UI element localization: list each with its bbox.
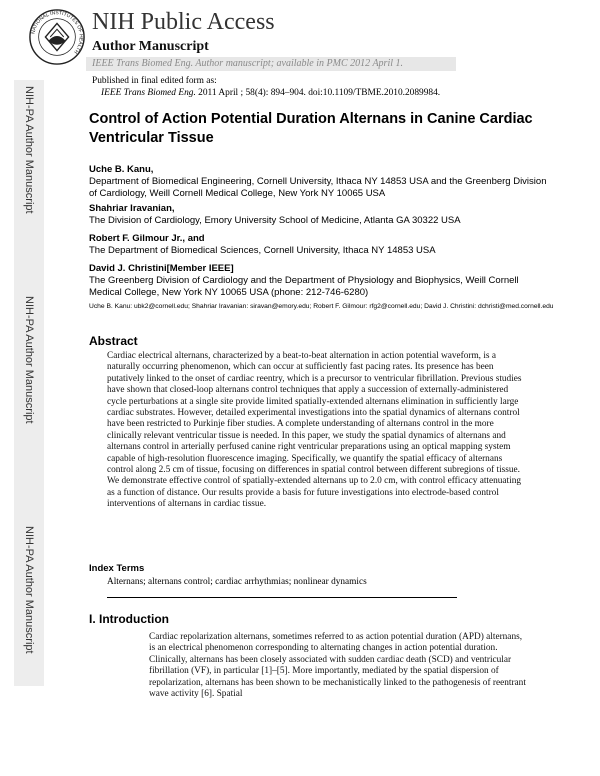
introduction-heading: I. Introduction [89, 612, 169, 626]
article-title: Control of Action Potential Duration Alternans in Canine Cardiac Ventricular Tissue [89, 111, 533, 146]
nih-seal-logo [28, 8, 86, 66]
author-block-3 [89, 233, 549, 257]
author-affiliation: The Department of Biomedical Sciences, Cornell University, Ithaca NY 14853 USA [89, 245, 436, 256]
abstract-heading: Abstract [89, 334, 138, 348]
author-block-2 [89, 203, 549, 227]
published-in-line: Published in final edited form as: [92, 76, 217, 86]
author-name: Robert F. Gilmour Jr., and [89, 233, 205, 244]
nih-public-access-title: NIH Public Access [92, 9, 275, 35]
author-block-1 [89, 164, 549, 200]
author-emails: Uche B. Kanu: ubk2@cornell.edu; Shahriar Iravanian: siravan@emory.edu; Robert F. Gilmour: rfg2@cornell.edu; David J. Christini: dchristi@med.cornell.edu [89, 303, 554, 310]
author-name: Uche B. Kanu, [89, 164, 154, 175]
side-label-top: NIH-PA Author Manuscript [23, 86, 35, 214]
author-name: Shahriar Iravanian, [89, 203, 175, 214]
citation [101, 88, 440, 98]
index-terms-heading: Index Terms [89, 563, 145, 574]
svg-text:NATIONAL INSTITUTES OF HEALTH: NATIONAL INSTITUTES OF HEALTH [30, 10, 84, 55]
author-block-4 [89, 263, 529, 299]
author-affiliation: The Division of Cardiology, Emory University School of Medicine, Atlanta GA 30322 USA [89, 215, 461, 226]
side-label-bottom: NIH-PA Author Manuscript [23, 526, 35, 654]
citation-details: 2011 April ; 58(4): 894–904. doi:10.1109/TBME.2010.2089984. [195, 88, 441, 98]
author-name: David J. Christini[Member IEEE] [89, 263, 234, 274]
author-affiliation: Department of Biomedical Engineering, Cornell University, Ithaca NY 14853 USA and the Greenberg Division of Cardiology, Weill Cornell Medical College, New York NY 10065 USA [89, 176, 547, 199]
citation-journal: IEEE Trans Biomed Eng. [101, 88, 196, 98]
author-manuscript-label: Author Manuscript [92, 39, 209, 54]
side-label-middle: NIH-PA Author Manuscript [23, 296, 35, 424]
index-terms: Alternans; alternans control; cardiac arrhythmias; nonlinear dynamics [107, 577, 367, 587]
abstract-body: Cardiac electrical alternans, characterized by a beat-to-beat alternation in action potential waveform, is a naturally occurring phenomenon, which can occur at sufficiently fast pacing rates. Its presence has been putatively linked to the onset of cardiac reentry, which is a precursor to ventricular fibrillation. Previous studies have shown that closed-loop alternans control techniques that apply a succession of externally-administered cycle perturbations at a single site provide limited spatially-extended alternans elimination in sufficiently large cardiac substrates. However, detailed experimental investigations into the spatial dynamics of alternans control have been restricted to Purkinje fiber studies. A complete understanding of alternans control in the more clinically relevant ventricular tissue is needed. In this paper, we study the spatial dynamics of alternans and alternans control in arterially perfused canine right ventricular preparations using an optical mapping system capable of high-resolution fluorescence imaging. Specifically, we quantify the spatial efficacy of alternans control along 2.5 cm of tissue, focusing on differences in spatial control between different subregions of tissue. We demonstrate effective control of spatially-extended alternans up to 2.0 cm, with control efficacy attenuating as a function of distance. Our results provide a basis for future investigations into electrode-based control interventions of alternans in cardiac tissue. [107, 351, 522, 510]
introduction-body: Cardiac repolarization alternans, sometimes referred to as action potential duration (APD) alternans, is an electrical phenomenon corresponding to alternating changes in action potential duration. Clinically, alternans has been closely associated with sudden cardiac death (SCD) and ventricular fibrillation (VF), in particular [1]–[5]. More importantly, mediated by the spatial dispersion of repolarization, alternans has been shown to be mechanistically linked to the pathogenesis of reentrant wave activity [6]. Spatial [149, 632, 526, 700]
author-affiliation: The Greenberg Division of Cardiology and the Department of Physiology and Biophysics, Weill Cornell Medical College, New York NY 10065 USA (phone: 212-746-6280) [89, 275, 519, 298]
availability-note: IEEE Trans Biomed Eng. Author manuscript; available in PMC 2012 April 1. [92, 58, 404, 69]
section-divider [107, 597, 457, 598]
